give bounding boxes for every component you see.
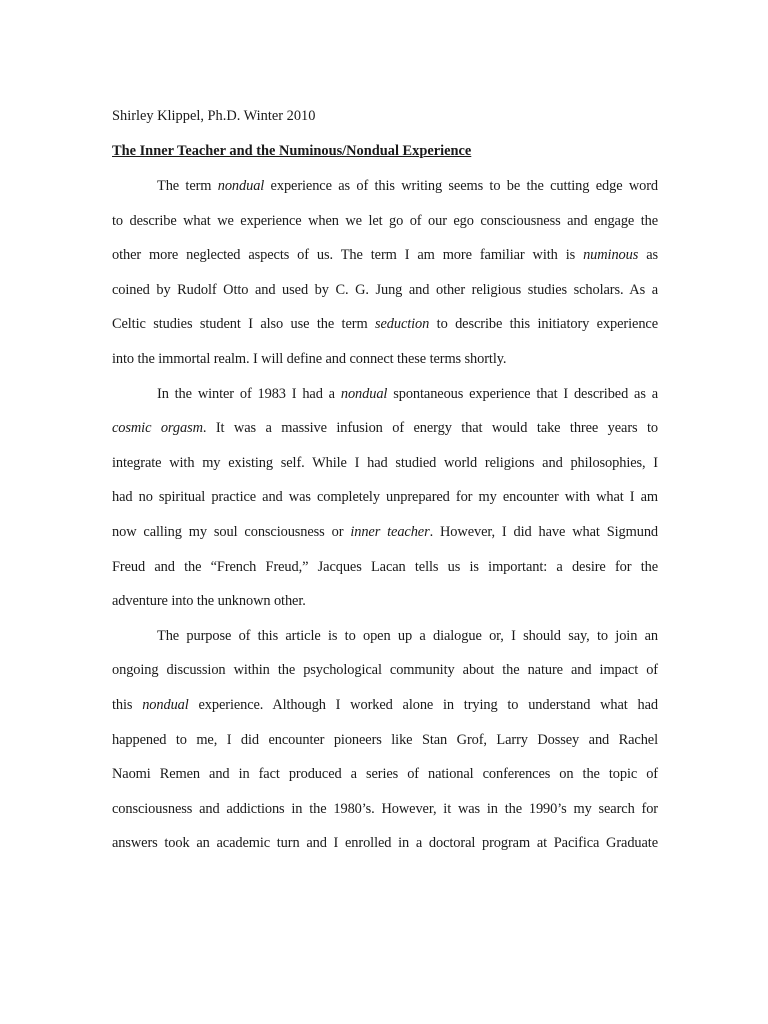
text-run: In the winter of 1983 I had a [157, 385, 341, 402]
author-line: Shirley Klippel, Ph.D. Winter 2010 [112, 108, 316, 124]
italic-term: nondual [217, 178, 265, 194]
text-line [112, 792, 658, 827]
text-run: integrate with my existing self. While I had studied world religions and philosophies, I [112, 454, 658, 471]
text-line [112, 515, 658, 550]
text-line [112, 446, 658, 481]
text-run: Freud and the “French Freud,” Jacques Lacan tells us is important: a desire for the [112, 558, 658, 575]
document-body [112, 103, 658, 861]
text-line [112, 204, 658, 239]
text-run: now calling my soul consciousness or [112, 523, 351, 540]
text-run: Naomi Remen and in fact produced a series of national conferences on the topic of [112, 766, 658, 783]
text-run: . However, I did have what Sigmund [429, 523, 659, 540]
text-line [112, 653, 658, 688]
text-run: experience as of this writing seems to be the cutting edge word [264, 178, 658, 194]
document-title: The Inner Teacher and the Numinous/Nondual Experience [112, 143, 472, 159]
text-line [112, 584, 658, 619]
text-run: other more neglected aspects of us. The term I am more familiar with is [112, 247, 584, 264]
text-run: The purpose of this article is to open up a dialogue or, I should say, to join an [157, 627, 658, 644]
text-line [112, 273, 658, 308]
italic-term: seduction [374, 316, 430, 333]
text-line [112, 619, 658, 654]
text-run: answers took an academic turn and I enrolled in a doctoral program at Pacifica Graduate [112, 835, 658, 852]
text-run: this [112, 696, 143, 713]
italic-term: nondual [340, 385, 388, 402]
text-line [112, 723, 658, 758]
text-line [112, 342, 658, 377]
text-line [112, 550, 658, 585]
text-line [112, 826, 658, 861]
text-line [112, 757, 658, 792]
paragraph [112, 619, 658, 861]
text-run: Celtic studies student I also use the term [112, 316, 375, 333]
text-run: The term [157, 178, 218, 194]
italic-term: numinous [583, 247, 639, 264]
text-line [112, 307, 658, 342]
text-line [112, 238, 658, 273]
text-run: experience. Although I worked alone in trying to understand what had [188, 696, 658, 713]
italic-term: nondual [142, 696, 189, 713]
italic-term: cosmic orgasm [112, 420, 203, 437]
italic-term: inner teacher [350, 523, 430, 540]
paragraph [112, 377, 658, 619]
text-run: to describe this initiatory experience [429, 316, 658, 333]
text-run: adventure into the unknown other. [112, 593, 306, 610]
text-line [112, 688, 658, 723]
text-run: into the immortal realm. I will define and connect these terms shortly. [112, 350, 507, 367]
text-run: ongoing discussion within the psychological community about the nature and impact of [112, 662, 658, 679]
text-line [112, 411, 658, 446]
text-run: consciousness and addictions in the 1980’s. However, it was in the 1990’s my search for [112, 800, 658, 817]
text-run: had no spiritual practice and was completely unprepared for my encounter with what I am [112, 489, 658, 506]
paragraphs [112, 169, 658, 861]
text-run: coined by Rudolf Otto and used by C. G. Jung and other religious studies scholars. As a [112, 281, 658, 298]
text-run: as [638, 247, 658, 264]
text-run: happened to me, I did encounter pioneers like Stan Grof, Larry Dossey and Rachel [112, 731, 658, 748]
text-line [112, 169, 658, 204]
text-line [112, 480, 658, 515]
text-run: spontaneous experience that I described as a [387, 385, 659, 402]
text-run: to describe what we experience when we let go of our ego consciousness and engage the [112, 212, 658, 229]
text-line [112, 377, 658, 412]
text-run: . It was a massive infusion of energy that would take three years to [202, 420, 658, 437]
paragraph [112, 169, 658, 377]
